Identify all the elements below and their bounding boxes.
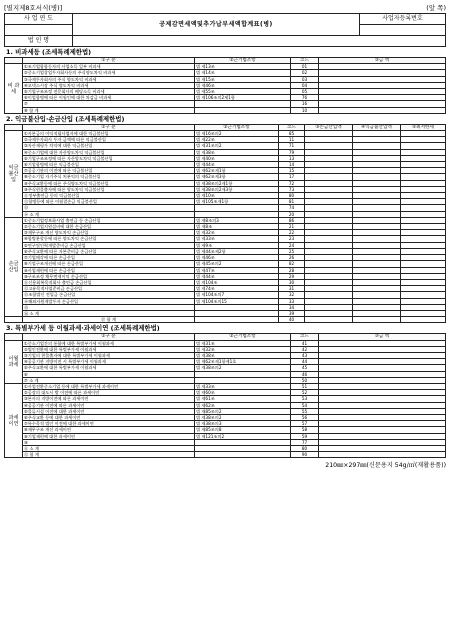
- group-label: 비 과 세: [5, 64, 23, 114]
- item-code: 42: [291, 346, 319, 352]
- item-name: ④공공기관 이전에 따른 과세이연: [23, 402, 195, 408]
- item-code: 51: [291, 383, 319, 389]
- item-name: ③재무구조 개선 양도차익 손금산입: [23, 230, 195, 236]
- item-name: ⑨주식교환등에 따른 주식양도차익 익금불산입: [23, 180, 195, 186]
- legal-basis: 법 제62조제3항: [195, 174, 279, 180]
- item-code: 01: [291, 64, 319, 70]
- item-code: 16: [291, 101, 319, 107]
- item-name: ⑬조합법인 전입금 손금산입: [23, 292, 195, 298]
- section-3-heading: 3. 특별부가세 등 이월과세·과세이연 (조세특례제한법): [6, 324, 160, 333]
- item-code: 23: [279, 236, 305, 242]
- legal-basis: 법 제85조의8: [195, 427, 291, 433]
- legal-basis: 법 제10조: [195, 193, 279, 199]
- item-code: 29: [279, 273, 305, 279]
- column-header: ④익금불산입액: [353, 124, 401, 130]
- legal-basis: 법 제22조: [195, 137, 279, 143]
- column-header: 코드: [279, 124, 305, 130]
- item-code: 71: [279, 143, 305, 149]
- legal-basis: 법 제32조: [195, 346, 291, 352]
- item-name: ⑧ 합 계: [23, 107, 195, 113]
- legal-basis: 법 제60조: [195, 390, 291, 396]
- item-code: 59: [291, 433, 319, 439]
- item-name: ⑩구조조정 채무면제이익 손금산입: [23, 273, 195, 279]
- item-code: 86: [279, 217, 305, 223]
- item-code: 55: [291, 408, 319, 414]
- item-code: 74: [279, 205, 305, 211]
- group-label: 과세이연: [5, 383, 23, 457]
- amount-field[interactable]: [319, 107, 446, 113]
- item-code: 80: [279, 193, 305, 199]
- legal-basis: 법 제62조: [195, 402, 291, 408]
- item-code: 52: [291, 390, 319, 396]
- group-label: 손금산입: [5, 217, 23, 316]
- group-label: 이월과세: [5, 340, 23, 383]
- item-name: ①조기업합합동자의 사업소득 일부 비과세: [23, 64, 195, 70]
- legal-basis: 법 제38조의2제3항: [195, 186, 279, 192]
- item-name: ②중소기업지원설비에 대한 손금산입: [23, 224, 195, 230]
- item-code: 20: [279, 211, 305, 217]
- column-header: ②근거법조항: [195, 124, 279, 130]
- item-code: 14: [279, 162, 305, 168]
- legal-basis: 법 제55조: [195, 89, 291, 95]
- section-2-heading: 2. 익금불산입·손금산입 (조세특례제한법): [6, 114, 125, 123]
- item-code: 34: [279, 304, 305, 310]
- legal-basis: 법 제44조: [195, 162, 279, 168]
- legal-basis: 법 제38조의2제1항: [195, 180, 279, 186]
- item-code: 44: [291, 359, 319, 365]
- legal-basis: 법 제44조: [195, 273, 279, 279]
- item-name: ③국제투자회사의 주식 양도차익 비과세: [23, 76, 195, 82]
- item-name: ⑤주식교환에 대한 특별부가세 이월과세: [23, 365, 195, 371]
- item-name: ⑥기업합병에 따른 익금불산입: [23, 162, 195, 168]
- item-name: ①자본금의 이익적립사업자에 대한 익금불산입: [23, 131, 195, 137]
- item-name: ⑫고유목적사업준비금 손금산입: [23, 286, 195, 292]
- item-name: ⑪ 소 계: [23, 445, 195, 451]
- bizno-value[interactable]: [360, 25, 446, 36]
- item-code: 53: [291, 396, 319, 402]
- legal-basis: 법 제15조: [195, 76, 291, 82]
- item-name: ⑭해외자원개발투자 손금산입: [23, 298, 195, 304]
- legal-basis: 법 제38조: [195, 149, 279, 155]
- item-code: 21: [279, 224, 305, 230]
- column-header: ①구 분: [23, 124, 195, 130]
- item-name: ⑥주식교환에 따른 자본준비금 손금산입: [23, 248, 195, 254]
- year-value[interactable]: [5, 25, 73, 36]
- legal-basis: 법 제61조: [195, 396, 291, 402]
- item-code: 15: [279, 168, 305, 174]
- legal-basis: 법 제121조의2: [195, 433, 291, 439]
- minimum-tax-field[interactable]: [401, 317, 446, 323]
- item-name: ②법인전환에 대한 특별부가세 이월과세: [23, 346, 195, 352]
- corp-value[interactable]: [73, 36, 446, 47]
- column-header: ②근거법조항: [195, 58, 291, 64]
- item-code: 81: [279, 199, 305, 205]
- legal-basis: 법 제31조의2: [195, 143, 279, 149]
- item-code: 25: [279, 248, 305, 254]
- item-code: 56: [291, 414, 319, 420]
- page-marker: (앞 쪽): [426, 4, 446, 12]
- item-name: ①사업전환중소기업 등에 대한 특별부가세 과세이연: [23, 383, 195, 389]
- column-header: ①구 분: [23, 334, 195, 340]
- legal-basis: 법 제38조의2: [195, 414, 291, 420]
- item-code: 26: [279, 255, 305, 261]
- legal-basis: 법 제62조제1항제1호: [195, 359, 291, 365]
- legal-basis: 법 제33조: [195, 236, 279, 242]
- item-name: ②국제투자회사 투자 금액에 따른 익금불산입: [23, 137, 195, 143]
- item-code: 41: [291, 340, 319, 346]
- column-header: 코드: [291, 58, 319, 64]
- item-code: 32: [279, 292, 305, 298]
- item-code: 02: [291, 70, 319, 76]
- item-code: 30: [279, 279, 305, 285]
- item-code: 11: [279, 137, 305, 143]
- legal-basis: 법 제105조제1항: [195, 199, 279, 205]
- form-id: [별지제8호서식(병)]: [4, 4, 63, 12]
- legal-basis: 법 제38조의3: [195, 421, 291, 427]
- item-name: ④코넥스시장 주식 양도차익 비과세: [23, 82, 195, 88]
- item-code: 54: [291, 402, 319, 408]
- item-code: 82: [279, 261, 305, 267]
- legal-basis: 법 제62조제1항: [195, 168, 279, 174]
- item-name: ①중소기업간의 통합에 대한 특별부가세 이월과세: [23, 340, 195, 346]
- item-code: 76: [291, 95, 319, 101]
- item-code: 90: [291, 452, 319, 458]
- legal-basis: 법 제31조: [195, 340, 291, 346]
- column-header: ①구 분: [23, 58, 195, 64]
- legal-basis: 법 제104조의15: [195, 298, 279, 304]
- legal-basis: [195, 452, 291, 458]
- item-name: ⑦공공기관의 이전에 따른 익금불산입: [23, 168, 195, 174]
- item-name: ③본사의 지방이전에 따른 과세이연: [23, 396, 195, 402]
- item-name: ⑩: [23, 439, 195, 445]
- item-name: ⑮: [23, 304, 195, 310]
- legal-basis: 법 제16조의2: [195, 131, 279, 137]
- legal-basis: 법 제9조: [195, 242, 279, 248]
- item-name: ⑤연구및인력개발준비금 손금산입: [23, 242, 195, 248]
- item-name: ③기업의 현물출자에 대한 특별부가세 이월과세: [23, 352, 195, 358]
- item-name: ⑥주식교환 등에 대한 과세이연: [23, 414, 195, 420]
- item-code: 31: [279, 286, 305, 292]
- column-header: ③금 액: [319, 58, 446, 64]
- item-name: ⑦특수목적 법인 이전에 대한 과세이연: [23, 421, 195, 427]
- corp-label: 법 인 명: [5, 36, 73, 47]
- legal-basis: 법 제8조: [195, 224, 279, 230]
- item-name: ④공공기관 지방이전 시 특별부가세 이월과세: [23, 359, 195, 365]
- section-2-table: [4, 124, 446, 324]
- legal-basis: 법 제8조의3: [195, 217, 279, 223]
- column-header: ③손금산입액: [305, 124, 353, 130]
- column-header: ③금 액: [319, 334, 446, 340]
- exclusion-amount-field[interactable]: [353, 317, 401, 323]
- legal-basis: 법 제106조의2제1항: [195, 95, 291, 101]
- item-name: ⑧중소기업 자기주식 처분익의 익금불산입: [23, 174, 195, 180]
- item-name: ⑨기업재편에 대한 과세이연: [23, 433, 195, 439]
- item-code: 58: [291, 427, 319, 433]
- item-name: ④합병분할등에 따른 양도차익 손금산입: [23, 236, 195, 242]
- legal-basis: 법 제38조의2: [195, 365, 291, 371]
- item-name: ③자산재평가 차익에 대한 익금불산입: [23, 143, 195, 149]
- item-code: 79: [279, 149, 305, 155]
- form-page: [4, 4, 446, 469]
- item-name: ①중소기업정보화사업 출연금 등 손금산입: [23, 217, 195, 223]
- section-1-heading: 1. 비과세등 (조세특례제한법): [6, 48, 92, 56]
- legal-basis: [195, 317, 279, 323]
- item-code: 13: [279, 155, 305, 161]
- column-header: ⑤최저한세: [401, 124, 446, 130]
- item-code: 46: [291, 371, 319, 377]
- item-name: ⑫합병등에 따른 이월결손금 익금불산입: [23, 199, 195, 205]
- legal-basis: 법 제74조: [195, 286, 279, 292]
- item-name: ②중소기업창업투자회사등의 주식양도차익 비과세: [23, 70, 195, 76]
- item-name: ⑪정부출연금 등의 익금불산입: [23, 193, 195, 199]
- group-label: 익금불산입: [5, 131, 23, 218]
- legal-basis: 법 제46조: [195, 255, 279, 261]
- paper-spec: 210㎜×297㎜(신문용지 54g/㎡(재활용품)): [325, 462, 446, 470]
- item-name: ⑯ 소 계: [23, 310, 195, 316]
- item-name: ⑪신용회복목적회사 출연금 손금산입: [23, 279, 195, 285]
- item-name: ⑫ 합 계: [23, 452, 195, 458]
- item-code: 45: [291, 365, 319, 371]
- total-row: [5, 317, 446, 323]
- item-code: 40: [279, 317, 305, 323]
- item-code: 03: [291, 76, 319, 82]
- legal-basis: 법 제32조: [195, 230, 279, 236]
- legal-basis: 법 제13조: [195, 64, 291, 70]
- form-header: [4, 13, 446, 47]
- total-label: ⑰ 합 계: [23, 317, 195, 323]
- group-spacer: [5, 317, 23, 323]
- form-title: 공제감면세액및추가납부세액합계표(병): [73, 14, 360, 36]
- amount-field[interactable]: [319, 452, 446, 458]
- item-code: 57: [291, 421, 319, 427]
- table-row: [5, 452, 446, 458]
- item-code: 85: [279, 131, 305, 137]
- legal-basis: 법 제46조: [195, 82, 291, 88]
- column-header: ②근거법조항: [195, 334, 291, 340]
- item-code: 72: [279, 180, 305, 186]
- bizno-label: 사업자등록번호: [360, 14, 446, 25]
- item-name: ⑦: [23, 101, 195, 107]
- item-name: ⑩주식현물출자에 따른 양도차익 익금불산입: [23, 186, 195, 192]
- item-code: 50: [291, 377, 319, 383]
- item-name: ⑤기업구조조정에 따른 자산양도차익 익금불산입: [23, 155, 195, 161]
- legal-basis: 법 제14조: [195, 70, 291, 76]
- legal-basis: 법 제44조제2항: [195, 248, 279, 254]
- item-name: ⑨사업재편에 따른 손금산입: [23, 267, 195, 273]
- legal-basis: 법 제38조: [195, 352, 291, 358]
- section-1-table: [4, 57, 446, 114]
- year-label: 사 업 연 도: [5, 14, 73, 25]
- legal-basis: [195, 107, 291, 113]
- item-name: ⑭ 소 계: [23, 211, 195, 217]
- legal-basis: 법 제45조의2: [195, 261, 279, 267]
- item-name: ⑥이업합병에 따른 이월인에 대한 차감금 비과세: [23, 95, 195, 101]
- item-name: ⑥: [23, 371, 195, 377]
- item-name: ②공장의 대도시 밖 이전에 따른 과세이연: [23, 390, 195, 396]
- table-row: [5, 107, 446, 113]
- legal-basis: 법 제40조: [195, 155, 279, 161]
- section-3-table: [4, 333, 446, 458]
- item-name: ⑧기업구조개선에 따른 손금산입: [23, 261, 195, 267]
- item-code: 05: [291, 89, 319, 95]
- item-code: 10: [291, 107, 319, 113]
- item-code: 22: [279, 230, 305, 236]
- form-id-row: [4, 4, 446, 13]
- item-code: 39: [279, 310, 305, 316]
- item-name: ④중소기업에 대한 자산양도차익 익금불산입: [23, 149, 195, 155]
- legal-basis: 법 제47조: [195, 267, 279, 273]
- item-name: ⑬: [23, 205, 195, 211]
- item-code: 73: [279, 186, 305, 192]
- item-code: 80: [291, 445, 319, 451]
- item-code: 43: [291, 352, 319, 358]
- item-code: 33: [279, 298, 305, 304]
- item-name: ⑦기업매각에 따른 손금산입: [23, 255, 195, 261]
- legal-basis: 법 제104조의7: [195, 292, 279, 298]
- deduction-amount-field[interactable]: [305, 317, 353, 323]
- legal-basis: 법 제104조: [195, 279, 279, 285]
- item-name: ⑧재무구조 개선 과세이연: [23, 427, 195, 433]
- item-code: 17: [279, 174, 305, 180]
- item-name: ⑤물류시설 이전에 대한 과세이연: [23, 408, 195, 414]
- legal-basis: 법 제85조의2: [195, 408, 291, 414]
- item-code: 28: [279, 267, 305, 273]
- item-code: 77: [291, 439, 319, 445]
- item-name: ⑤기업구조조정 전문회사의 배당소득 비과세: [23, 89, 195, 95]
- item-name: ⑦ 소 계: [23, 377, 195, 383]
- item-code: 04: [291, 82, 319, 88]
- item-code: 24: [279, 242, 305, 248]
- legal-basis: 법 제33조: [195, 383, 291, 389]
- column-header: 코드: [291, 334, 319, 340]
